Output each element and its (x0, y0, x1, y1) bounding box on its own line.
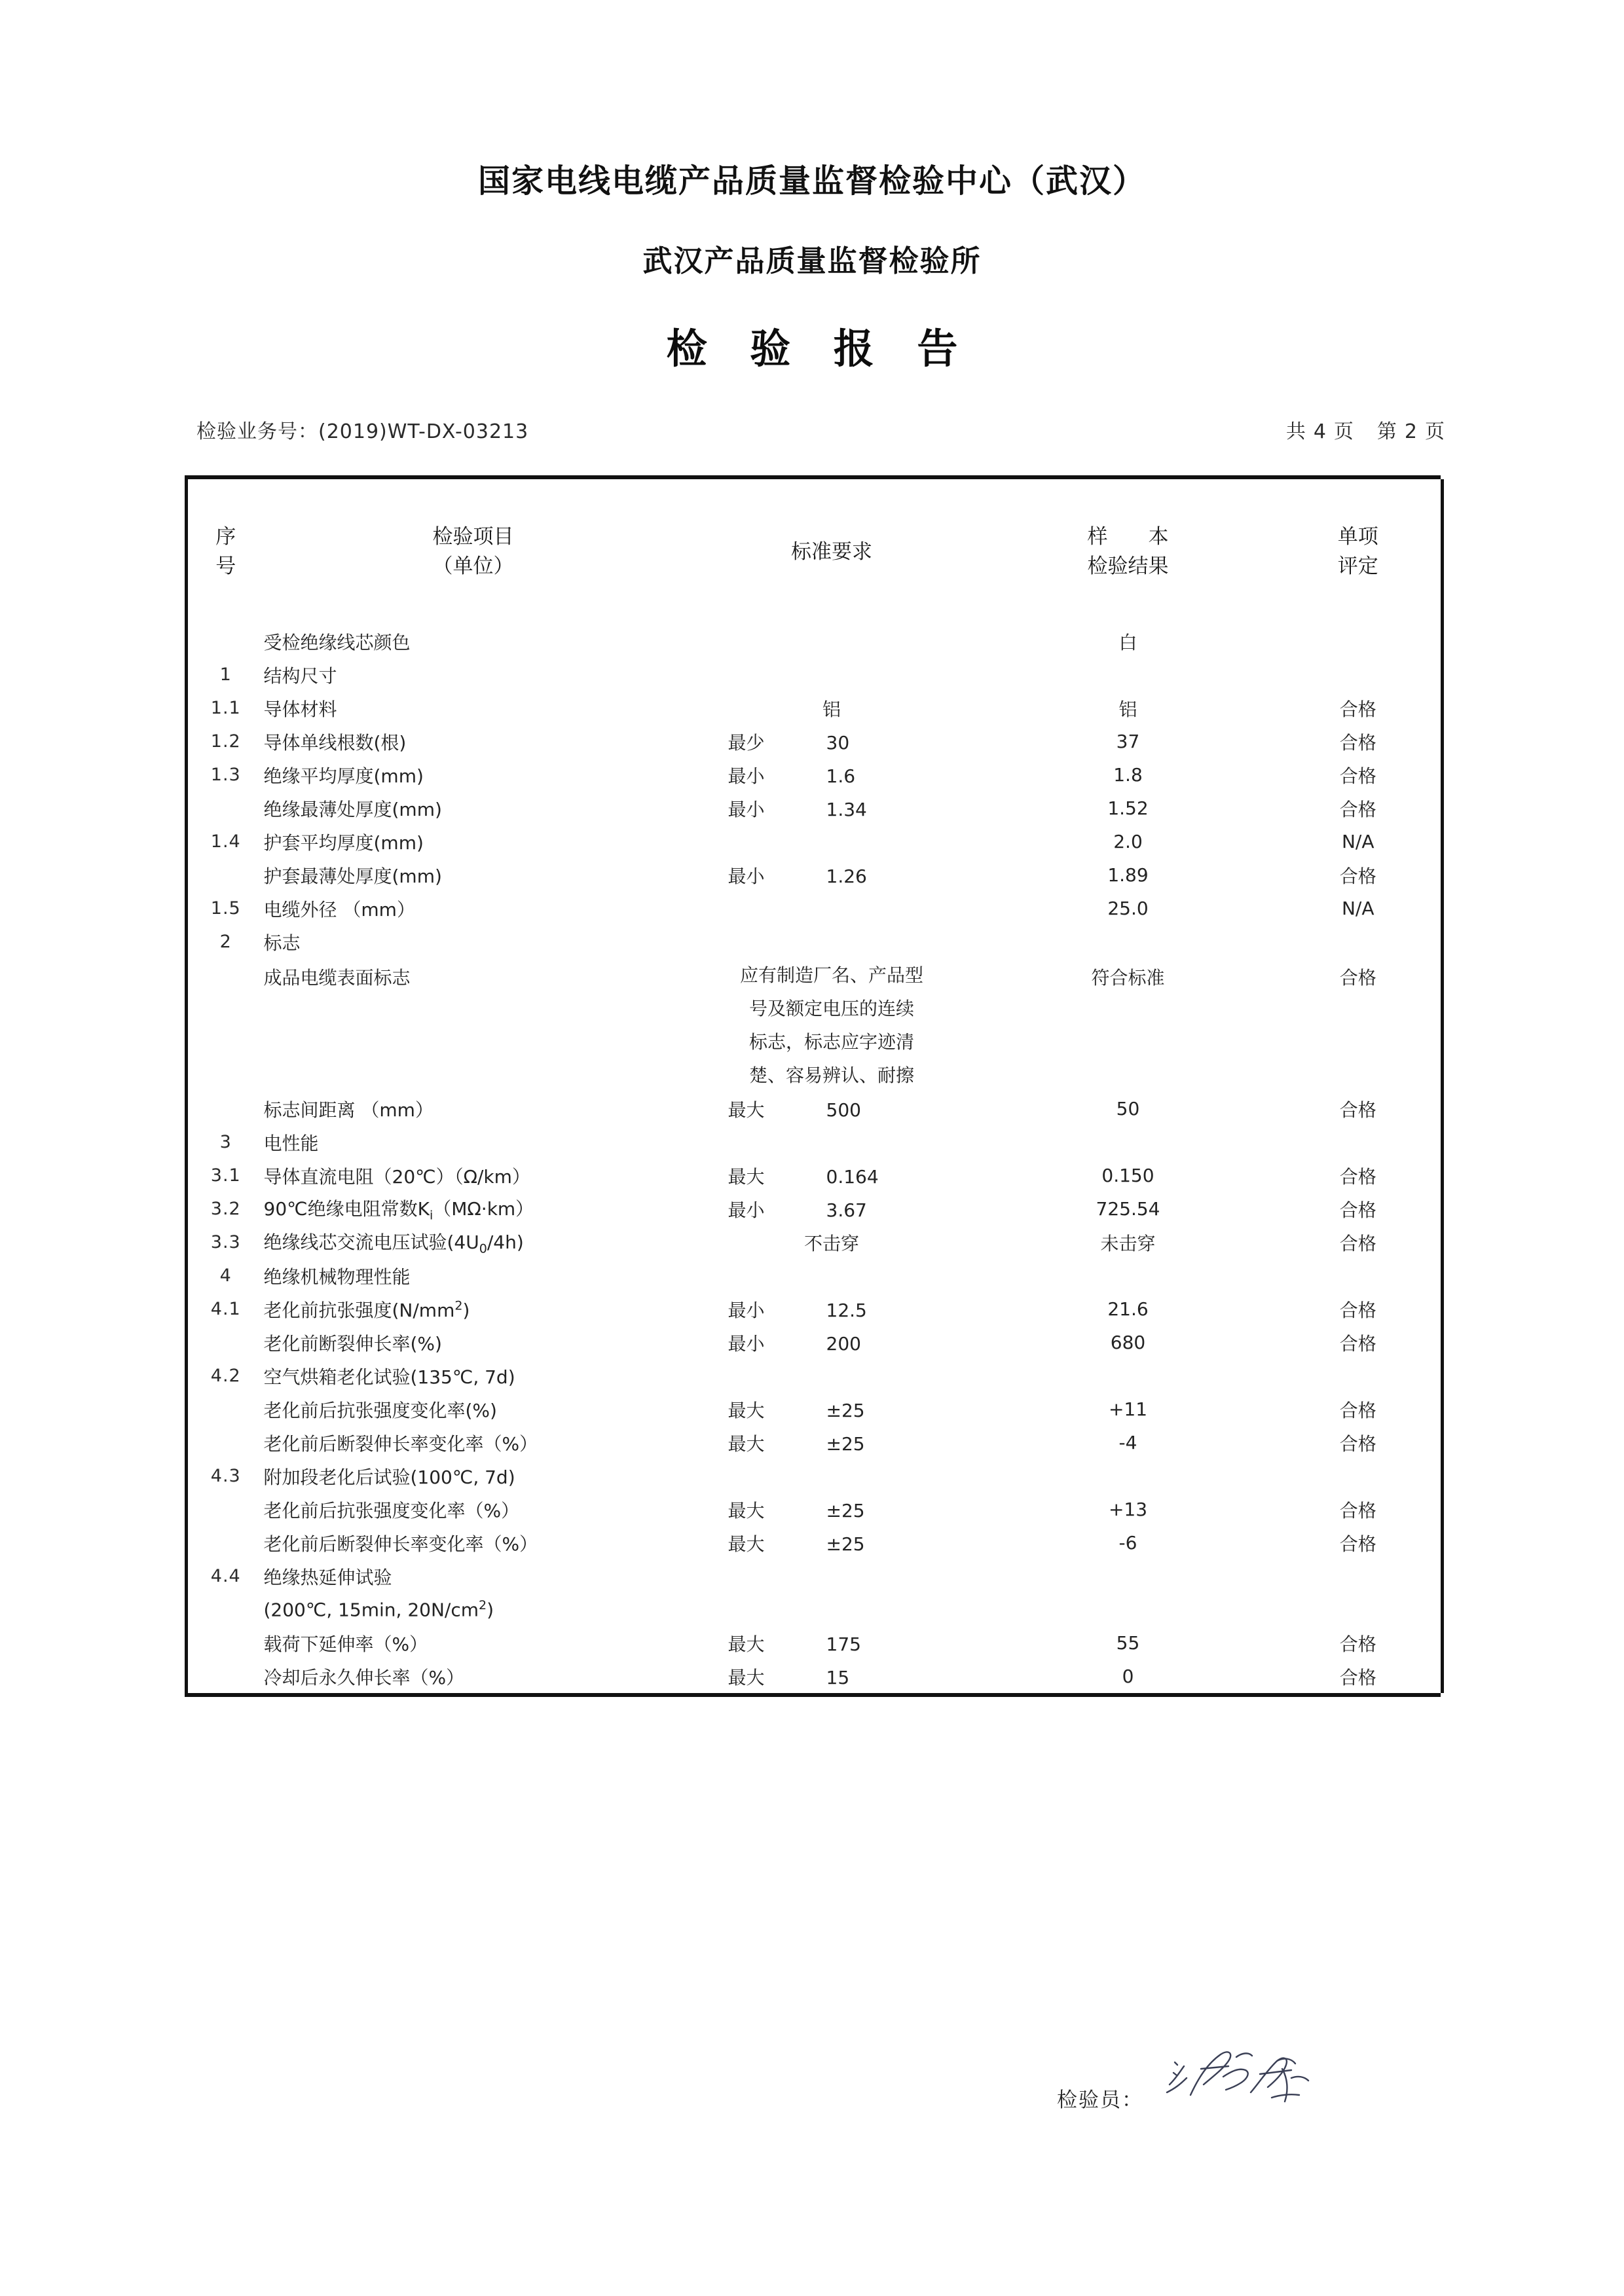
cell-item: 载荷下延伸率（%） (263, 1633, 428, 1655)
cell-item: 结构尺寸 (263, 665, 337, 687)
business-number (196, 415, 528, 444)
cell-eval (1276, 1559, 1443, 1593)
table-row (187, 625, 1443, 658)
column-header-result: 样 本 检验结果 (1087, 525, 1169, 578)
cell-eval: 合格 (1339, 731, 1376, 754)
cell-standard-line: 标志，标志应字迹清 (748, 1030, 914, 1053)
cell-standard (683, 858, 981, 892)
cell-item: 老化前抗张强度$(N/mm^2)$ (263, 1298, 470, 1321)
table-row (187, 925, 1443, 958)
cell-eval: 合格 (1339, 967, 1376, 989)
cell-standard (683, 1459, 981, 1493)
table-row (187, 858, 1443, 892)
standard-qualifier: 最大 (728, 1399, 765, 1421)
cell-standard (683, 1259, 981, 1292)
cell-item: 护套最薄处厚度(mm) (263, 865, 442, 887)
cell-no: 3 (219, 1132, 232, 1152)
cell-no: 2 (219, 932, 232, 952)
cell-standard (683, 691, 981, 725)
cell-no (187, 1593, 264, 1626)
standard-requirement (683, 1530, 981, 1556)
cell-standard (683, 1593, 981, 1626)
cell-eval: 合格 (1339, 698, 1376, 720)
table-row (187, 758, 1443, 792)
cell-result: 680 (1110, 1332, 1146, 1353)
cell-eval (1276, 1459, 1443, 1493)
table-row (187, 1626, 1443, 1660)
table-row (187, 1092, 1443, 1125)
cell-no: 1.2 (210, 731, 241, 752)
inspection-table (185, 479, 1444, 1693)
standard-requirement (683, 1163, 981, 1189)
standard-requirement (683, 1296, 981, 1322)
cell-eval (1276, 1259, 1443, 1292)
cell-no (187, 1426, 264, 1459)
cell-standard (683, 825, 981, 858)
cell-no (187, 625, 264, 658)
cell-eval: 合格 (1339, 765, 1376, 787)
cell-standard (683, 758, 981, 792)
standard-value: 200 (826, 1332, 861, 1355)
standard-qualifier: 最大 (728, 1533, 765, 1555)
cell-standard (683, 1493, 981, 1526)
standard-qualifier: 最大 (728, 1099, 765, 1121)
cell-standard (683, 1559, 981, 1593)
cell-no (187, 858, 264, 892)
cell-standard (683, 792, 981, 825)
cell-standard (683, 1359, 981, 1393)
cell-result: -6 (1118, 1532, 1137, 1554)
cell-result: 未击穿 (1100, 1232, 1156, 1254)
cell-item: 标志间距离 （mm） (263, 1099, 434, 1121)
cell-no: 4.1 (210, 1299, 241, 1319)
table-row (187, 1493, 1443, 1526)
table-row (187, 825, 1443, 858)
cell-eval: 合格 (1339, 1499, 1376, 1522)
cell-eval (1276, 625, 1443, 658)
inspector-label: 检验员： (1057, 2088, 1143, 2112)
cell-item: 护套平均厚度(mm) (263, 831, 424, 854)
standard-qualifier: 最大 (728, 1666, 765, 1688)
cell-eval: 合格 (1339, 865, 1376, 887)
cell-result: 2.0 (1113, 831, 1143, 852)
standard-value: ±25 (826, 1432, 865, 1455)
cell-standard (683, 1393, 981, 1426)
table-row (187, 725, 1443, 758)
page-indicator (1286, 415, 1446, 444)
cell-result: 白 (1118, 631, 1137, 653)
cell-eval: N/A (1341, 831, 1375, 852)
standard-value: ±25 (826, 1533, 865, 1555)
cell-eval: 合格 (1339, 1232, 1376, 1254)
cell-no: 4.2 (210, 1366, 241, 1386)
table-row (187, 658, 1443, 691)
standard-qualifier: 最大 (728, 1499, 765, 1522)
cell-standard (683, 1192, 981, 1226)
standard-value: 12.5 (826, 1299, 867, 1321)
table-row (187, 1426, 1443, 1459)
cell-no: 1.4 (210, 831, 241, 852)
cell-no (187, 958, 264, 1092)
cell-result: 1.52 (1107, 797, 1149, 819)
cell-item: 老化前后断裂伸长率变化率（%） (263, 1432, 538, 1455)
standard-qualifier: 最大 (728, 1165, 765, 1188)
cell-item: 老化前后抗张强度变化率(%) (263, 1399, 497, 1421)
standard-qualifier: 最少 (728, 731, 765, 754)
cell-item: 电缆外径 （mm） (263, 898, 415, 920)
cell-eval: 合格 (1339, 1399, 1376, 1421)
cell-result (981, 1259, 1276, 1292)
cell-eval (1276, 658, 1443, 691)
cell-item: 电性能 (263, 1132, 319, 1154)
cell-eval: 合格 (1339, 1165, 1376, 1188)
table-row (187, 1559, 1443, 1593)
cell-result: +11 (1108, 1398, 1148, 1420)
cell-result (981, 1359, 1276, 1393)
org-title-primary: 国家电线电缆产品质量监督检验中心（武汉） (477, 162, 1146, 200)
cell-result (981, 1125, 1276, 1159)
cell-standard (683, 892, 981, 925)
cell-eval: 合格 (1339, 1199, 1376, 1221)
cell-standard (683, 925, 981, 958)
cell-result: 铝 (1118, 698, 1137, 720)
standard-requirement (683, 795, 981, 822)
cell-item: 老化前后断裂伸长率变化率（%） (263, 1533, 538, 1555)
cell-item: 导体单线根数(根) (263, 731, 407, 754)
cell-eval: 合格 (1339, 1633, 1376, 1655)
cell-eval: 合格 (1339, 1332, 1376, 1355)
standard-requirement (683, 1196, 981, 1222)
meta-row (0, 415, 1624, 449)
cell-item: 老化前断裂伸长率(%) (263, 1332, 442, 1355)
cell-item: 附加段老化后试验(100℃, 7d) (263, 1466, 515, 1488)
cell-result: 1.8 (1113, 764, 1143, 786)
cell-no: 4.4 (210, 1566, 241, 1586)
org-title-secondary: 武汉产品质量监督检验所 (642, 244, 982, 278)
table-row (187, 1660, 1443, 1693)
cell-no (187, 1092, 264, 1125)
table-row (187, 1226, 1443, 1259)
cell-standard (683, 1159, 981, 1192)
cell-standard (683, 1660, 981, 1693)
table-row (187, 1125, 1443, 1159)
cell-standard (683, 1326, 981, 1359)
table-row (187, 1259, 1443, 1292)
cell-no: 1.1 (210, 698, 241, 718)
table-row (187, 1459, 1443, 1493)
standard-value: 30 (826, 731, 850, 754)
cell-item: 绝缘机械物理性能 (263, 1266, 411, 1288)
cell-standard (683, 1426, 981, 1459)
standard-value: 3.67 (826, 1199, 867, 1221)
standard-value: 1.34 (826, 798, 867, 820)
cell-item: 导体材料 (263, 698, 337, 720)
cell-item: 空气烘箱老化试验(135℃, 7d) (263, 1366, 515, 1388)
standard-qualifier: 最小 (728, 765, 765, 787)
cell-result: +13 (1108, 1499, 1148, 1520)
cell-eval (1276, 1359, 1443, 1393)
current-page: 第 2 页 (1376, 420, 1446, 443)
cell-eval: 合格 (1339, 1533, 1376, 1555)
standard-requirement (683, 1396, 981, 1423)
table-row (187, 1159, 1443, 1192)
cell-no: 1.3 (210, 765, 241, 785)
table-row (187, 691, 1443, 725)
cell-no (187, 1626, 264, 1660)
table-row (187, 1192, 1443, 1226)
cell-eval (1276, 925, 1443, 958)
standard-qualifier: 最小 (728, 1199, 765, 1221)
cell-result: 725.54 (1096, 1198, 1160, 1220)
cell-result (981, 1593, 1276, 1626)
cell-item: 绝缘平均厚度(mm) (263, 765, 424, 787)
cell-result: 50 (1116, 1098, 1140, 1120)
business-number-label: 检验业务号： (196, 420, 318, 443)
cell-item: 冷却后永久伸长率（%） (263, 1666, 465, 1688)
standard-requirement (683, 862, 981, 888)
cell-standard (683, 1526, 981, 1559)
standard-qualifier: 最大 (728, 1633, 765, 1655)
column-header-standard: 标准要求 (791, 539, 872, 564)
table-body (187, 625, 1443, 1693)
cell-standard (683, 1626, 981, 1660)
standard-value: ±25 (826, 1499, 865, 1522)
cell-eval: N/A (1341, 898, 1375, 919)
inspection-table-wrapper (185, 475, 1441, 1697)
table-header-row (187, 479, 1443, 625)
standard-qualifier: 最小 (728, 1299, 765, 1321)
cell-eval (1276, 1593, 1443, 1626)
cell-result: 55 (1116, 1632, 1140, 1654)
standard-value: 1.6 (826, 765, 856, 787)
table-row (187, 1326, 1443, 1359)
cell-standard (683, 625, 981, 658)
cell-item: 90℃绝缘电阻常数$K_i(M\Omega\cdot km)$ (263, 1198, 534, 1223)
cell-result (981, 1559, 1276, 1593)
standard-value: 铝 (822, 698, 841, 720)
cell-standard (683, 1125, 981, 1159)
column-header-item: 检验项目 （单位） (432, 525, 514, 578)
cell-standard (683, 1226, 981, 1259)
cell-item: 绝缘最薄处厚度(mm) (263, 798, 442, 820)
cell-item: 成品电缆表面标志 (263, 967, 411, 989)
cell-item: 绝缘热延伸试验 (263, 1566, 392, 1588)
inspector-signature-icon (1160, 2037, 1318, 2116)
column-header-no: 序 号 (215, 525, 236, 578)
table-row-marking (187, 958, 1443, 992)
cell-standard (683, 1092, 981, 1125)
cell-standard-line: 号及额定电压的连续 (748, 997, 914, 1019)
standard-requirement (683, 1330, 981, 1356)
standard-value: 0.164 (826, 1165, 879, 1188)
table-row (187, 1393, 1443, 1426)
cell-no: 4 (219, 1266, 232, 1286)
cell-result: 0 (1122, 1666, 1134, 1687)
cell-result: 37 (1116, 731, 1140, 752)
table-row (187, 1359, 1443, 1393)
cell-result: 25.0 (1107, 898, 1149, 919)
cell-result: 符合标准 (1091, 967, 1165, 989)
standard-requirement (683, 1664, 981, 1690)
standard-requirement (683, 762, 981, 788)
table-row (187, 792, 1443, 825)
standard-value: 1.26 (826, 865, 867, 887)
cell-eval: 合格 (1339, 1099, 1376, 1121)
cell-standard-line: 楚、容易辨认、耐擦 (748, 1064, 914, 1086)
cell-result: 1.89 (1107, 864, 1149, 886)
cell-standard-line: 应有制造厂名、产品型 (739, 964, 923, 986)
cell-no (187, 792, 264, 825)
cell-item: 受检绝缘线芯颜色 (263, 631, 411, 653)
cell-eval (1276, 1125, 1443, 1159)
standard-value: 500 (826, 1099, 861, 1121)
standard-requirement (683, 1430, 981, 1456)
standard-qualifier: 最小 (728, 865, 765, 887)
cell-result: 0.150 (1101, 1165, 1154, 1186)
signature-area (0, 2069, 1624, 2147)
cell-no (187, 1393, 264, 1426)
cell-no (187, 1326, 264, 1359)
standard-qualifier: 最小 (728, 1332, 765, 1355)
table-row (187, 1292, 1443, 1326)
page-title: 检 验 报 告 (666, 325, 972, 373)
cell-item: (200℃, 15min, $20N/cm^2$) (263, 1598, 494, 1621)
standard-requirement (683, 1630, 981, 1656)
standard-value: 15 (826, 1666, 850, 1688)
cell-eval: 合格 (1339, 798, 1376, 820)
cell-result: -4 (1118, 1432, 1137, 1453)
cell-result: 21.6 (1107, 1298, 1149, 1320)
standard-requirement (683, 1096, 981, 1122)
cell-no: 4.3 (210, 1466, 241, 1486)
table-row (187, 1526, 1443, 1559)
cell-no (187, 1493, 264, 1526)
cell-eval: 合格 (1339, 1432, 1376, 1455)
total-pages: 共 4 页 (1285, 420, 1355, 443)
cell-item: 老化前后抗张强度变化率（%） (263, 1499, 520, 1522)
cell-item: 标志 (263, 932, 301, 954)
table-head (187, 479, 1443, 625)
table-row (187, 1593, 1443, 1626)
standard-qualifier: 最大 (728, 1432, 765, 1455)
cell-no: 3.1 (210, 1165, 241, 1186)
cell-result (981, 658, 1276, 691)
cell-eval: 合格 (1339, 1666, 1376, 1688)
table-row (187, 892, 1443, 925)
cell-eval: 合格 (1339, 1299, 1376, 1321)
cell-standard (683, 658, 981, 691)
cell-no: 3.2 (210, 1199, 241, 1219)
cell-no: 3.3 (210, 1232, 241, 1252)
cell-no: 1.5 (210, 898, 241, 919)
business-number-value: (2019)WT-DX-03213 (318, 420, 529, 443)
column-header-eval: 单项 评定 (1337, 525, 1378, 578)
standard-qualifier: 最小 (728, 798, 765, 820)
cell-standard (683, 725, 981, 758)
cell-no: 1 (219, 665, 232, 685)
cell-result (981, 925, 1276, 958)
standard-value: 175 (826, 1633, 861, 1655)
cell-no (187, 1526, 264, 1559)
cell-standard (683, 1292, 981, 1326)
cell-result (981, 1459, 1276, 1493)
cell-no (187, 1660, 264, 1693)
standard-requirement (683, 729, 981, 755)
cell-item: 导体直流电阻（20℃）（Ω/km） (263, 1165, 530, 1188)
standard-requirement (683, 1497, 981, 1523)
standard-value: 不击穿 (803, 1232, 859, 1254)
cell-item: 绝缘线芯交流电压试验$(4U_0/4h)$ (263, 1231, 524, 1256)
standard-value: ±25 (826, 1399, 865, 1421)
